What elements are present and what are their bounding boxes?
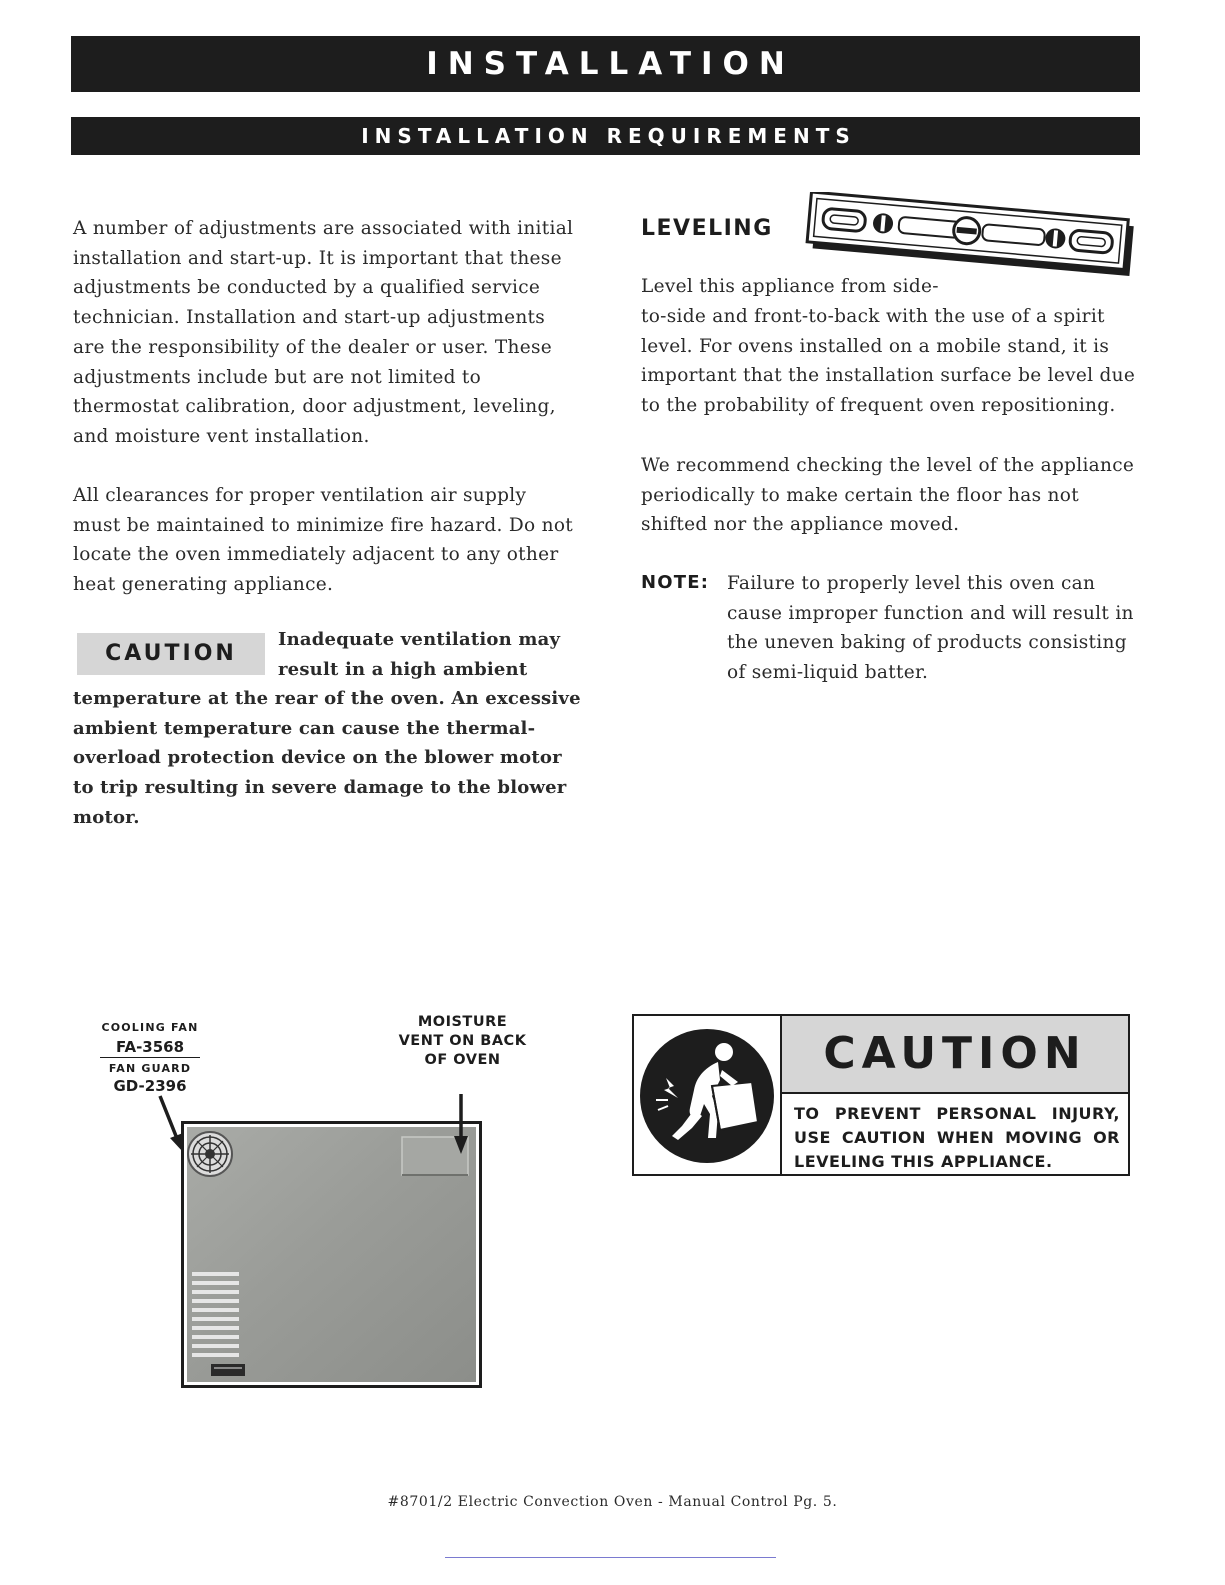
page-title: INSTALLATION — [71, 36, 1140, 92]
fan-guard-label: FAN GUARD — [108, 1062, 192, 1075]
bottom-divider — [445, 1557, 776, 1558]
cooling-fan-label: COOLING FAN — [101, 1021, 199, 1034]
leveling-paragraph: to-side and front-to-back with the use of a spirit level. For ovens installed on a mobile stand, it is important that the installation surface be level due to the probability of frequent oven repositioning. — [641, 306, 1136, 417]
caution-sign — [632, 1014, 1130, 1176]
recommend-paragraph: We recommend checking the level of the appliance periodically to make certain the floor has not shifted nor the appliance moved. — [641, 455, 1135, 536]
section-title: INSTALLATION REQUIREMENTS — [71, 117, 1140, 155]
fan-guard-part-number: GD-2396 — [113, 1077, 187, 1095]
caution-sign-title: CAUTION — [782, 1016, 1128, 1094]
sign-icon-cell — [634, 1016, 782, 1174]
moisture-vent-label: MOISTURE VENT ON BACK OF OVEN — [398, 1014, 527, 1068]
caution-label: CAUTION — [77, 633, 265, 675]
oven-back-photo — [181, 1121, 482, 1388]
caution-sign-text: TO PREVENT PERSONAL INJURY, USE CAUTION WHEN MOVING OR LEVELING THIS APPLIANCE. — [794, 1104, 1120, 1171]
leveling-first-line: Level this appliance from side- — [641, 276, 939, 297]
caution-text-body: temperature at the rear of the oven. An excessive ambient temperature can cause the thermal-overload protection device on the blower motor to trip resulting in severe damage to the blower motor. — [73, 688, 581, 828]
page-footer: #8701/2 Electric Convection Oven - Manual Control Pg. 5. — [387, 1494, 838, 1510]
cooling-fan-part-number: FA-3568 — [100, 1038, 200, 1058]
person-lifting-box-icon — [634, 1016, 780, 1174]
intro-paragraph: A number of adjustments are associated with initial installation and start-up. It is important that these adjustments be conducted by a qualified service technician. Installation and start-up adjustments are the responsibility of the dealer or user. These adjustments include but are not limited to thermostat calibration, door adjustment, leveling, and moisture vent installation. — [73, 218, 574, 447]
note-text: Failure to properly level this oven can cause improper function and will result in the uneven baking of products consisting of semi-liquid batter. — [727, 573, 1134, 684]
caution-text-lead: Inadequate ventilation may result in a high ambient — [278, 629, 561, 680]
clearance-paragraph: All clearances for proper ventilation air supply must be maintained to minimize fire hazard. Do not locate the oven immediately adjacent to any other heat generating appliance. — [73, 485, 574, 596]
moisture-vent-icon — [402, 1137, 468, 1175]
note-label: NOTE: — [641, 572, 710, 593]
leveling-heading: LEVELING — [641, 216, 773, 241]
cooling-fan-icon — [188, 1132, 232, 1176]
